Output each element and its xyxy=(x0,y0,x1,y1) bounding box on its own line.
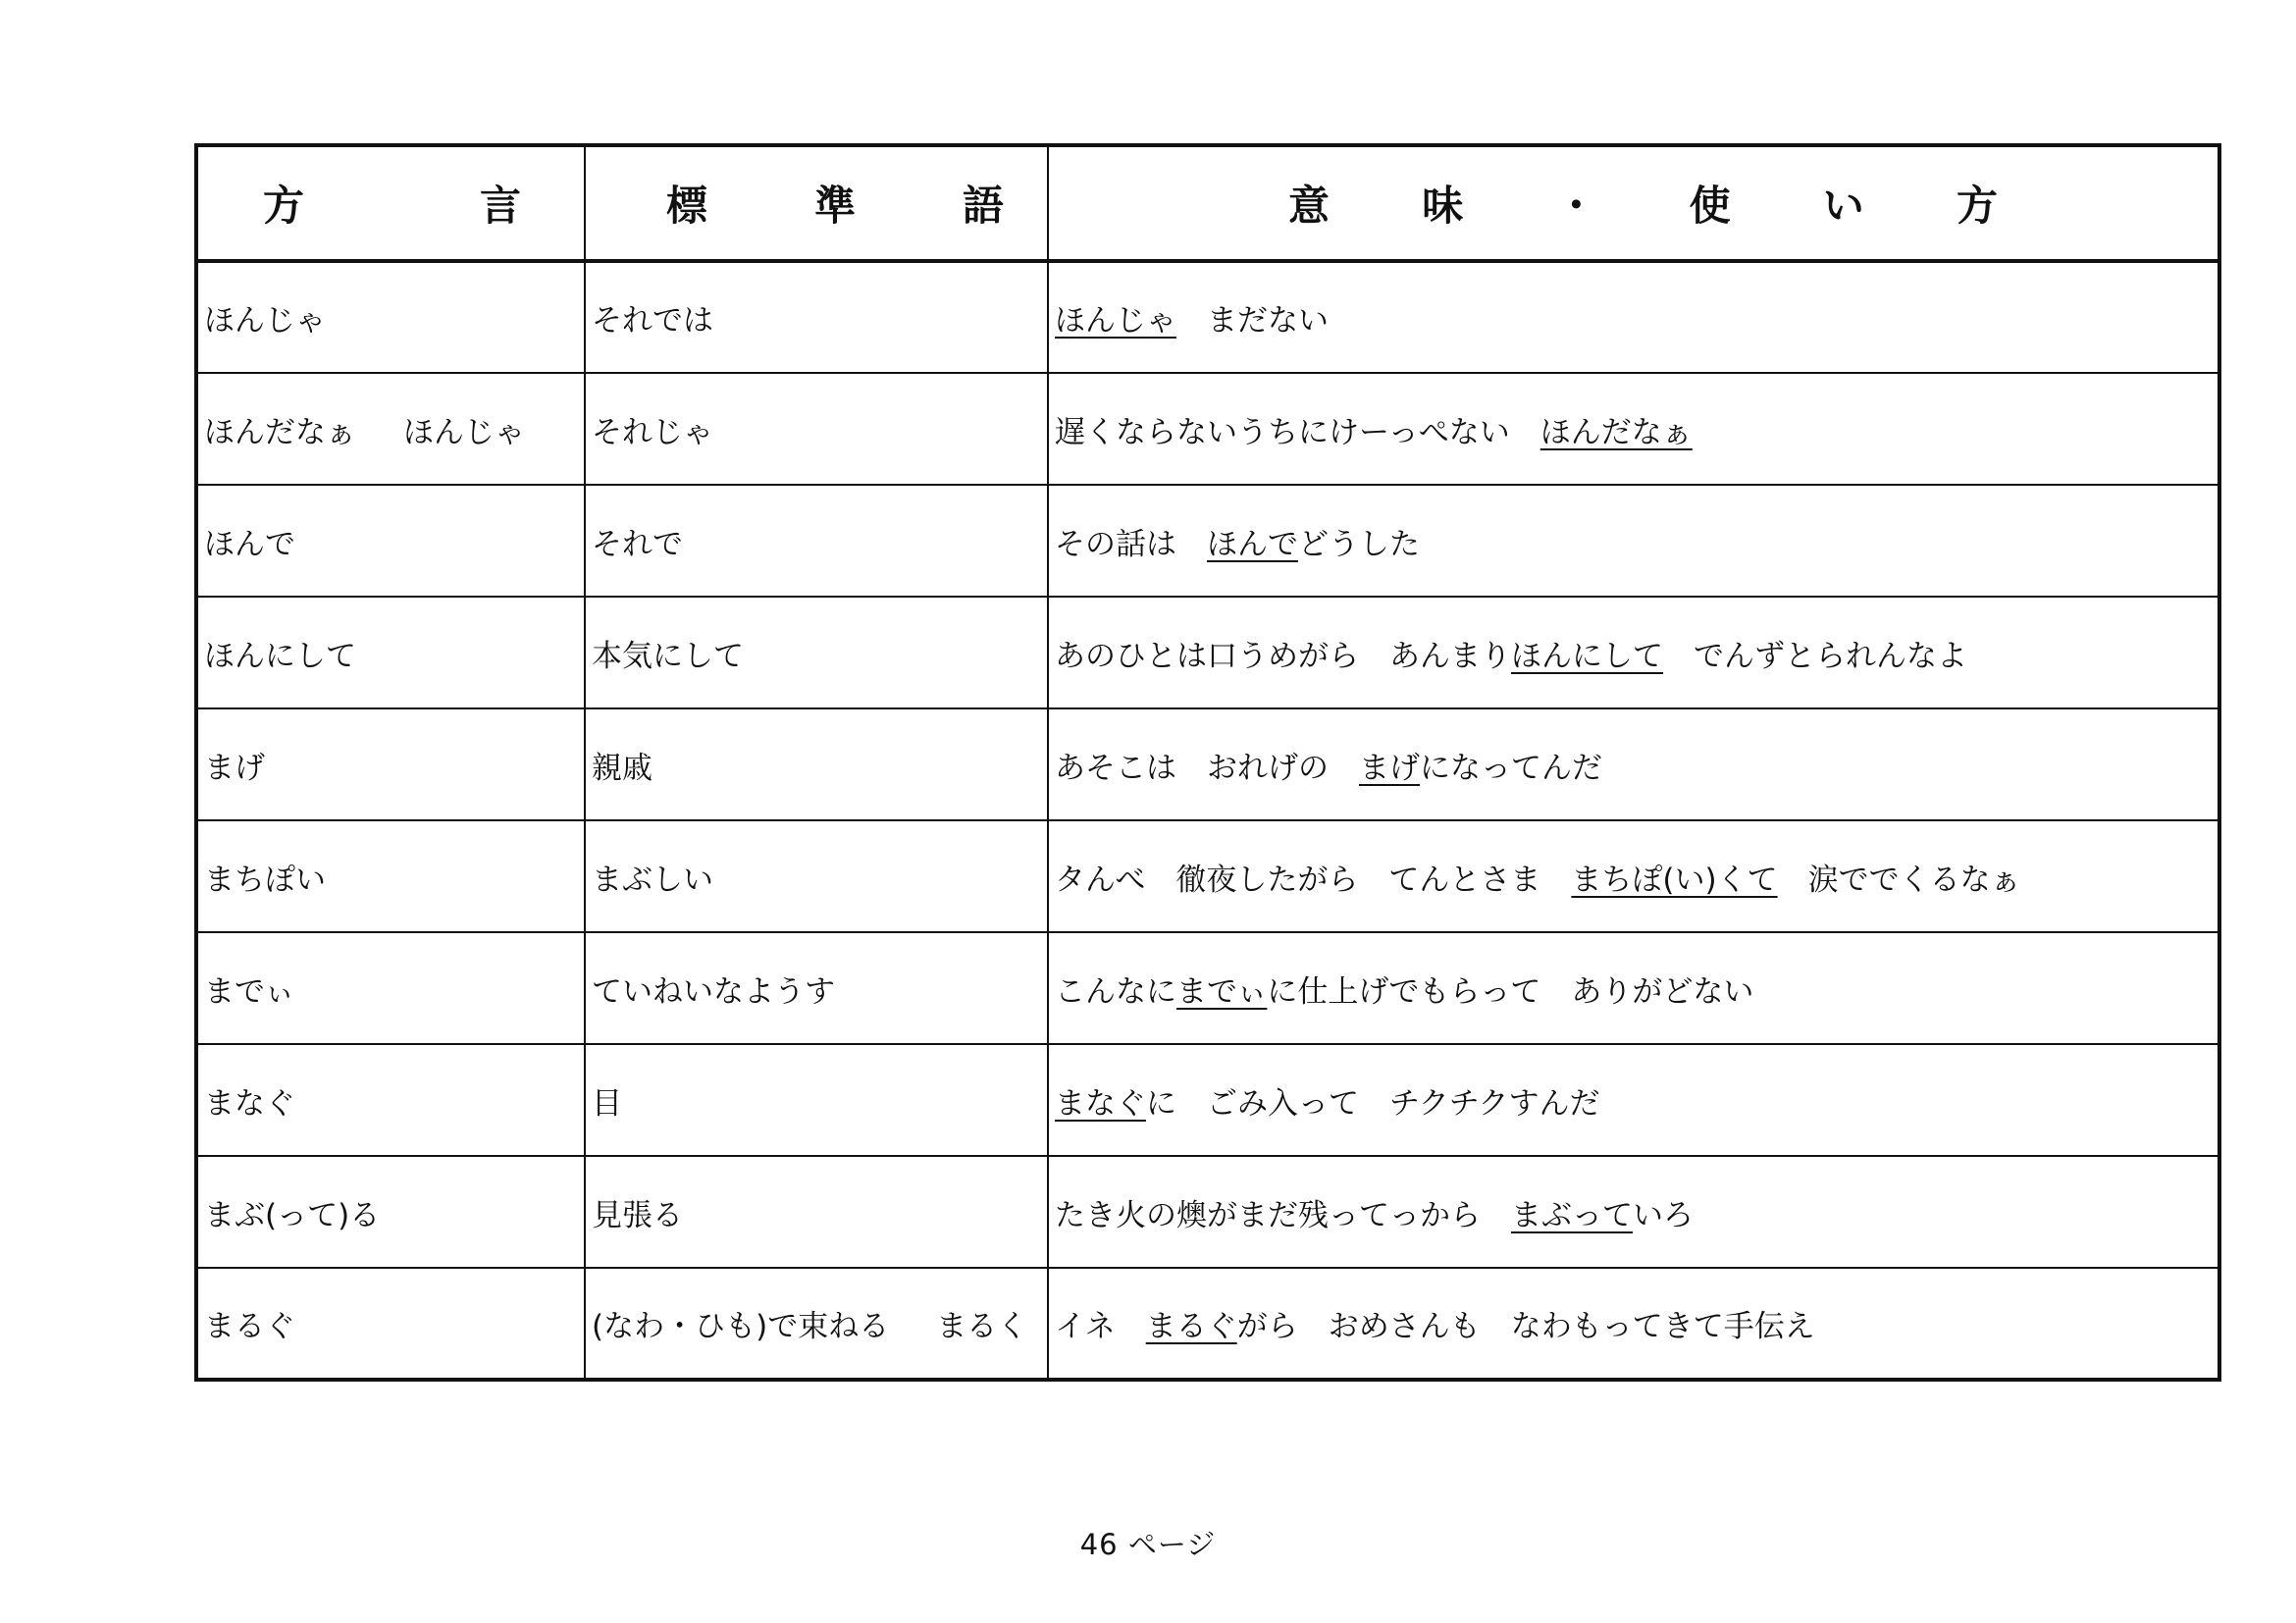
standard-cell xyxy=(585,373,1048,485)
header-char: 準 xyxy=(813,182,856,230)
table-row xyxy=(196,597,2219,708)
standard-cell-text: (なわ・ひも)で束ねる xyxy=(592,1309,890,1344)
example-dialect-word: まちぽ(い)くて xyxy=(1571,862,1778,898)
dialect-cell xyxy=(196,1268,585,1380)
table-row xyxy=(196,261,2219,373)
example-cell xyxy=(1048,485,2219,597)
table-row xyxy=(196,708,2219,820)
example-cell xyxy=(1048,708,2219,820)
standard-cell xyxy=(585,597,1048,708)
page-number: 46 ページ xyxy=(1079,1528,1217,1561)
table-row xyxy=(196,1156,2219,1268)
standard-cell xyxy=(585,261,1048,373)
table-row xyxy=(196,1044,2219,1156)
standard-cell xyxy=(585,708,1048,820)
example-text: まだない xyxy=(1176,303,1329,339)
standard-cell-text: 親戚 xyxy=(592,750,652,786)
header-char: 語 xyxy=(962,182,1004,230)
standard-cell xyxy=(585,1044,1048,1156)
standard-cell-text: それで xyxy=(592,526,683,562)
example-text: 遅くならないうちにけーっぺない xyxy=(1055,414,1540,450)
example-dialect-word: まるぐ xyxy=(1145,1309,1237,1344)
table-row xyxy=(196,485,2219,597)
standard-cell-text: 目 xyxy=(592,1085,622,1122)
table-row xyxy=(196,373,2219,485)
example-dialect-word: ほんじゃ xyxy=(1055,303,1176,339)
dialect-cell-text: までぃ xyxy=(204,973,295,1010)
example-dialect-word: まぶって xyxy=(1511,1197,1633,1233)
header-row xyxy=(196,145,2219,261)
header-dialect xyxy=(196,145,585,261)
example-text: に仕上げでもらって ありがどない xyxy=(1267,973,1754,1010)
example-text: いろ xyxy=(1633,1197,1694,1233)
example-cell xyxy=(1048,597,2219,708)
example-text: がら おめさんも なわもってきて手伝え xyxy=(1236,1309,1815,1344)
table-body xyxy=(196,261,2219,1380)
example-text: たき火の燠がまだ残ってっから xyxy=(1055,1197,1511,1233)
example-text: どうした xyxy=(1298,526,1420,562)
dialect-cell xyxy=(196,932,585,1044)
example-text: こんなに xyxy=(1055,973,1176,1010)
dialect-cell-text: ほんで xyxy=(204,526,295,562)
dialect-cell xyxy=(196,261,585,373)
dialect-cell-text: まげ xyxy=(204,750,265,786)
example-cell xyxy=(1048,1044,2219,1156)
standard-cell-text: それでは xyxy=(592,303,713,339)
standard-cell xyxy=(585,1156,1048,1268)
dialect-cell xyxy=(196,820,585,932)
standard-cell xyxy=(585,820,1048,932)
dialect-cell xyxy=(196,485,585,597)
example-cell xyxy=(1048,820,2219,932)
example-cell xyxy=(1048,932,2219,1044)
dialect-cell-text: ほんにして xyxy=(204,638,356,674)
example-text: その話は xyxy=(1055,526,1207,562)
dialect-cell-text: まぶ(って)る xyxy=(204,1197,381,1233)
dialect-cell xyxy=(196,708,585,820)
header-char: 方 xyxy=(1956,182,1998,230)
example-cell xyxy=(1048,1268,2219,1380)
example-text: あのひとは口うめがら あんまり xyxy=(1055,638,1511,674)
header-char: 言 xyxy=(479,182,521,230)
standard-cell-text: 本気にして xyxy=(592,638,744,674)
example-dialect-word: まなぐ xyxy=(1055,1085,1146,1122)
table-row xyxy=(196,820,2219,932)
standard-cell xyxy=(585,485,1048,597)
example-text: あそこは おれげの xyxy=(1055,750,1359,786)
example-dialect-word: までぃ xyxy=(1176,973,1268,1010)
table-header xyxy=(196,145,2219,261)
dialect-cell xyxy=(196,597,585,708)
dialect-cell-text: まちぽい xyxy=(204,862,326,898)
header-char: い xyxy=(1822,182,1864,230)
standard-cell-text: まるく xyxy=(936,1309,1028,1344)
dialect-cell-text: ほんじゃ xyxy=(403,414,525,450)
standard-cell-text: ていねいなようす xyxy=(592,973,835,1010)
table-row xyxy=(196,932,2219,1044)
standard-cell-text: それじゃ xyxy=(592,414,713,450)
dialect-cell xyxy=(196,1044,585,1156)
dialect-cell-text: ほんじゃ xyxy=(204,303,326,339)
dialect-dictionary-table xyxy=(194,143,2221,1382)
header-standard-language xyxy=(585,145,1048,261)
table-row xyxy=(196,1268,2219,1380)
standard-cell-text: 見張る xyxy=(592,1197,683,1233)
example-text: タんべ 徹夜したがら てんとさま xyxy=(1055,862,1572,898)
example-text: でんずとられんなよ xyxy=(1663,638,1967,674)
dialect-cell-text: まなぐ xyxy=(204,1085,295,1122)
header-char: 意 xyxy=(1288,182,1331,230)
standard-cell xyxy=(585,1268,1048,1380)
example-dialect-word: ほんだなぁ xyxy=(1539,414,1693,450)
header-char: 味 xyxy=(1422,182,1464,230)
example-cell xyxy=(1048,1156,2219,1268)
header-meaning-usage xyxy=(1048,145,2219,261)
example-cell xyxy=(1048,373,2219,485)
example-text: 涙ででくるなぁ xyxy=(1777,862,2021,898)
example-dialect-word: ほんにして xyxy=(1511,638,1663,674)
example-text: イネ xyxy=(1055,1309,1146,1344)
header-char: ・ xyxy=(1555,182,1597,230)
example-cell xyxy=(1048,261,2219,373)
dialect-cell xyxy=(196,373,585,485)
example-dialect-word: まげ xyxy=(1359,750,1420,786)
header-char: 方 xyxy=(263,182,305,230)
header-char: 標 xyxy=(666,182,708,230)
standard-cell-text: まぶしい xyxy=(592,862,713,898)
header-char: 使 xyxy=(1689,182,1731,230)
standard-cell xyxy=(585,932,1048,1044)
example-text: に ごみ入って チクチクすんだ xyxy=(1146,1085,1600,1122)
dialect-cell xyxy=(196,1156,585,1268)
example-text: になってんだ xyxy=(1420,750,1602,786)
example-dialect-word: ほんで xyxy=(1207,526,1298,562)
dialect-cell-text: まるぐ xyxy=(204,1309,295,1344)
dialect-cell-text: ほんだなぁ xyxy=(204,414,356,450)
